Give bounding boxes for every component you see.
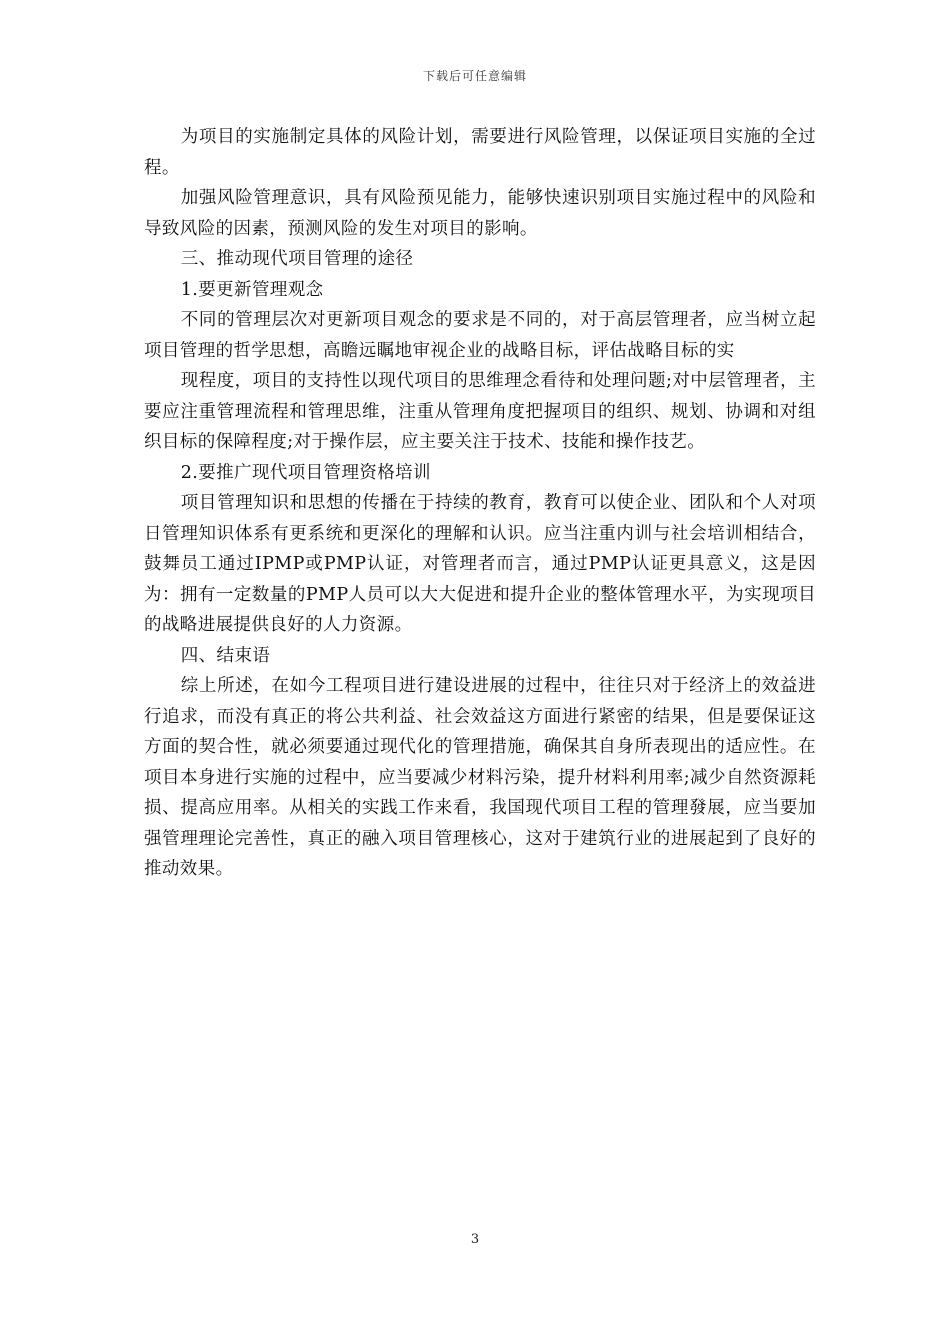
paragraph-continuing-education: 项目管理知识和思想的传播在于持续的教育，教育可以使企业、团队和个人对项日管理知识体系有更系统和更深化的理解和认识。应当注重内训与社会培训相结合，鼓舞员工通过IPMP或PMP认证，对管理者而言，通过PMP认证更具意义，这是因为：拥有一定数量的PMP人员可以大大促进和提升企业的整体管理水平，为实现项目的战略进展提供良好的人力资源。 (144, 493, 816, 635)
section-heading-three: 三、推动现代项目管理的途径 (180, 249, 414, 269)
subheading-update-concepts: 1.要更新管理观念 (180, 279, 324, 300)
subheading-qualification-training: 2.要推广现代项目管理资格培训 (180, 462, 431, 483)
section-heading-four: 四、结束语 (180, 645, 271, 666)
page-number: 3 (470, 1232, 480, 1247)
paragraph-conclusion: 综上所述，在如今工程项目进行建设进展的过程中，往往只对于经济上的效益进行追求，而没有真正的将公共利益、社会效益这方面进行紧密的结果，但是要保证这方面的契合性，就必须要通过现代化的管理措施，确保其自身所表现出的适应性。在项目本身进行实施的过程中，应当要减少材料污染，提升材料利用率;减少自然资源耗损、提高应用率。从相关的实践工作来看，我国现代项目工程的管理發展，应当要加强管理理论完善性，真正的融入项目管理核心，这对于建筑行业的进展起到了良好的推动效果。 (144, 676, 816, 879)
paragraph-management-levels: 不同的管理层次对更新项目观念的要求是不同的，对于高层管理者，应当树立起项目管理的哲学思想，高瞻远瞩地审视企业的战略目标，评估战略目标的实 (144, 310, 816, 361)
paragraph-risk-plan: 为项目的实施制定具体的风险计划，需要进行风险管理，以保证项目实施的全过程。 (144, 127, 816, 178)
page-header: 下载后可任意编辑 (422, 69, 527, 83)
paragraph-risk-awareness: 加强风险管理意识，具有风险预见能力，能够快速识别项目实施过程中的风险和导致风险的因素，预测风险的发生对项目的影响。 (144, 188, 816, 239)
paragraph-implementation-degree: 现程度，项目的支持性以现代项目的思维理念看待和处理问题;对中层管理者，主要应注重管理流程和管理思维，注重从管理角度把握项目的组织、规划、协调和对组织目标的保障程度;对于操作层，应主要关注于技术、技能和操作技艺。 (144, 371, 816, 452)
document-body (144, 122, 816, 885)
